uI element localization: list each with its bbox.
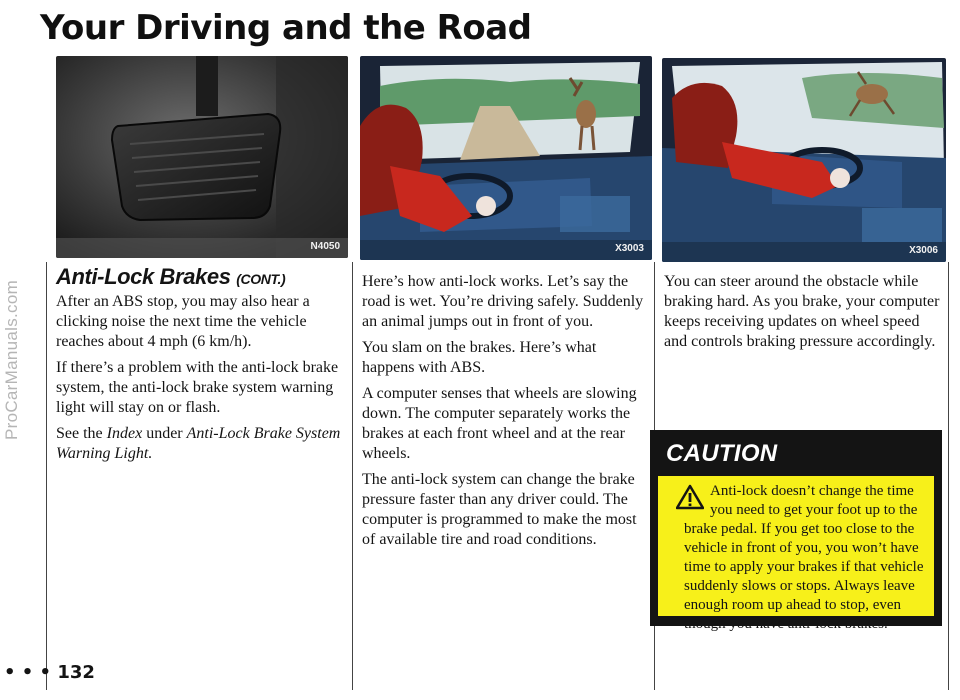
column-divider: [46, 262, 47, 690]
index-reference: Index: [106, 425, 143, 442]
caution-text: Anti-lock doesn’t change the time you need to get your foot up to the brake pedal. If you get too close to the vehicle in front of you, you won’t have time to apply your brakes if that vehicle suddenly slows or stops. Always leave enough room up ahead to stop, even though you have anti-lock brakes.: [684, 483, 924, 632]
column-divider: [948, 262, 949, 690]
brake-pedal-photo: [56, 56, 348, 258]
paragraph: You can steer around the obstacle while braking hard. As you brake, your computer keeps receiving updates on wheel speed and controls braking pressure accordingly.: [664, 273, 940, 350]
paragraph: Here’s how anti-lock works. Let’s say the road is wet. You’re driving safely. Suddenly an animal jumps out in front of you.: [362, 273, 644, 330]
photo-code: X3003: [615, 243, 644, 254]
text: See the: [56, 425, 103, 442]
section-title-text: Anti-Lock Brakes: [56, 264, 231, 289]
text: under: [146, 425, 183, 442]
photo-code: X3006: [909, 245, 938, 256]
driver-sees-deer-illustration: [360, 56, 652, 260]
page-dots: • • •: [4, 662, 52, 683]
page-number: [4, 662, 95, 683]
driver-steers-around-deer-illustration: [662, 58, 946, 262]
paragraph: A computer senses that wheels are slowing down. The computer separately works the brakes at each front wheel and at the rear wheels.: [362, 385, 637, 462]
section-title: [56, 264, 285, 290]
paragraph: The anti-lock system can change the brake pressure faster than any driver could. The computer is programmed to make the most of available tire and road conditions.: [362, 471, 637, 548]
paragraph: [56, 424, 346, 464]
section-title-suffix: (CONT.): [236, 271, 286, 287]
warning-triangle-icon: [676, 484, 704, 510]
caution-body: [658, 476, 934, 632]
column-divider: [352, 262, 353, 690]
right-column: [664, 272, 940, 358]
watermark: ProCarManuals.com: [2, 279, 21, 441]
warning-light-reference: Anti-Lock Brake System Warning Light.: [56, 425, 341, 462]
page-title: Your Driving and the Road: [40, 8, 532, 48]
paragraph: If there’s a problem with the anti-lock brake system, the anti-lock brake system warning light will stay on or flash.: [56, 359, 339, 416]
photo-code: N4050: [310, 241, 340, 252]
caution-box: [650, 430, 942, 632]
left-column: [56, 292, 346, 470]
middle-column: [362, 272, 648, 556]
page-number-value: 132: [57, 662, 95, 683]
paragraph: You slam on the brakes. Here’s what happens with ABS.: [362, 339, 597, 376]
caution-heading: CAUTION: [666, 440, 778, 467]
paragraph: After an ABS stop, you may also hear a clicking noise the next time the vehicle reaches about 4 mph (6 km/h).: [56, 293, 310, 350]
